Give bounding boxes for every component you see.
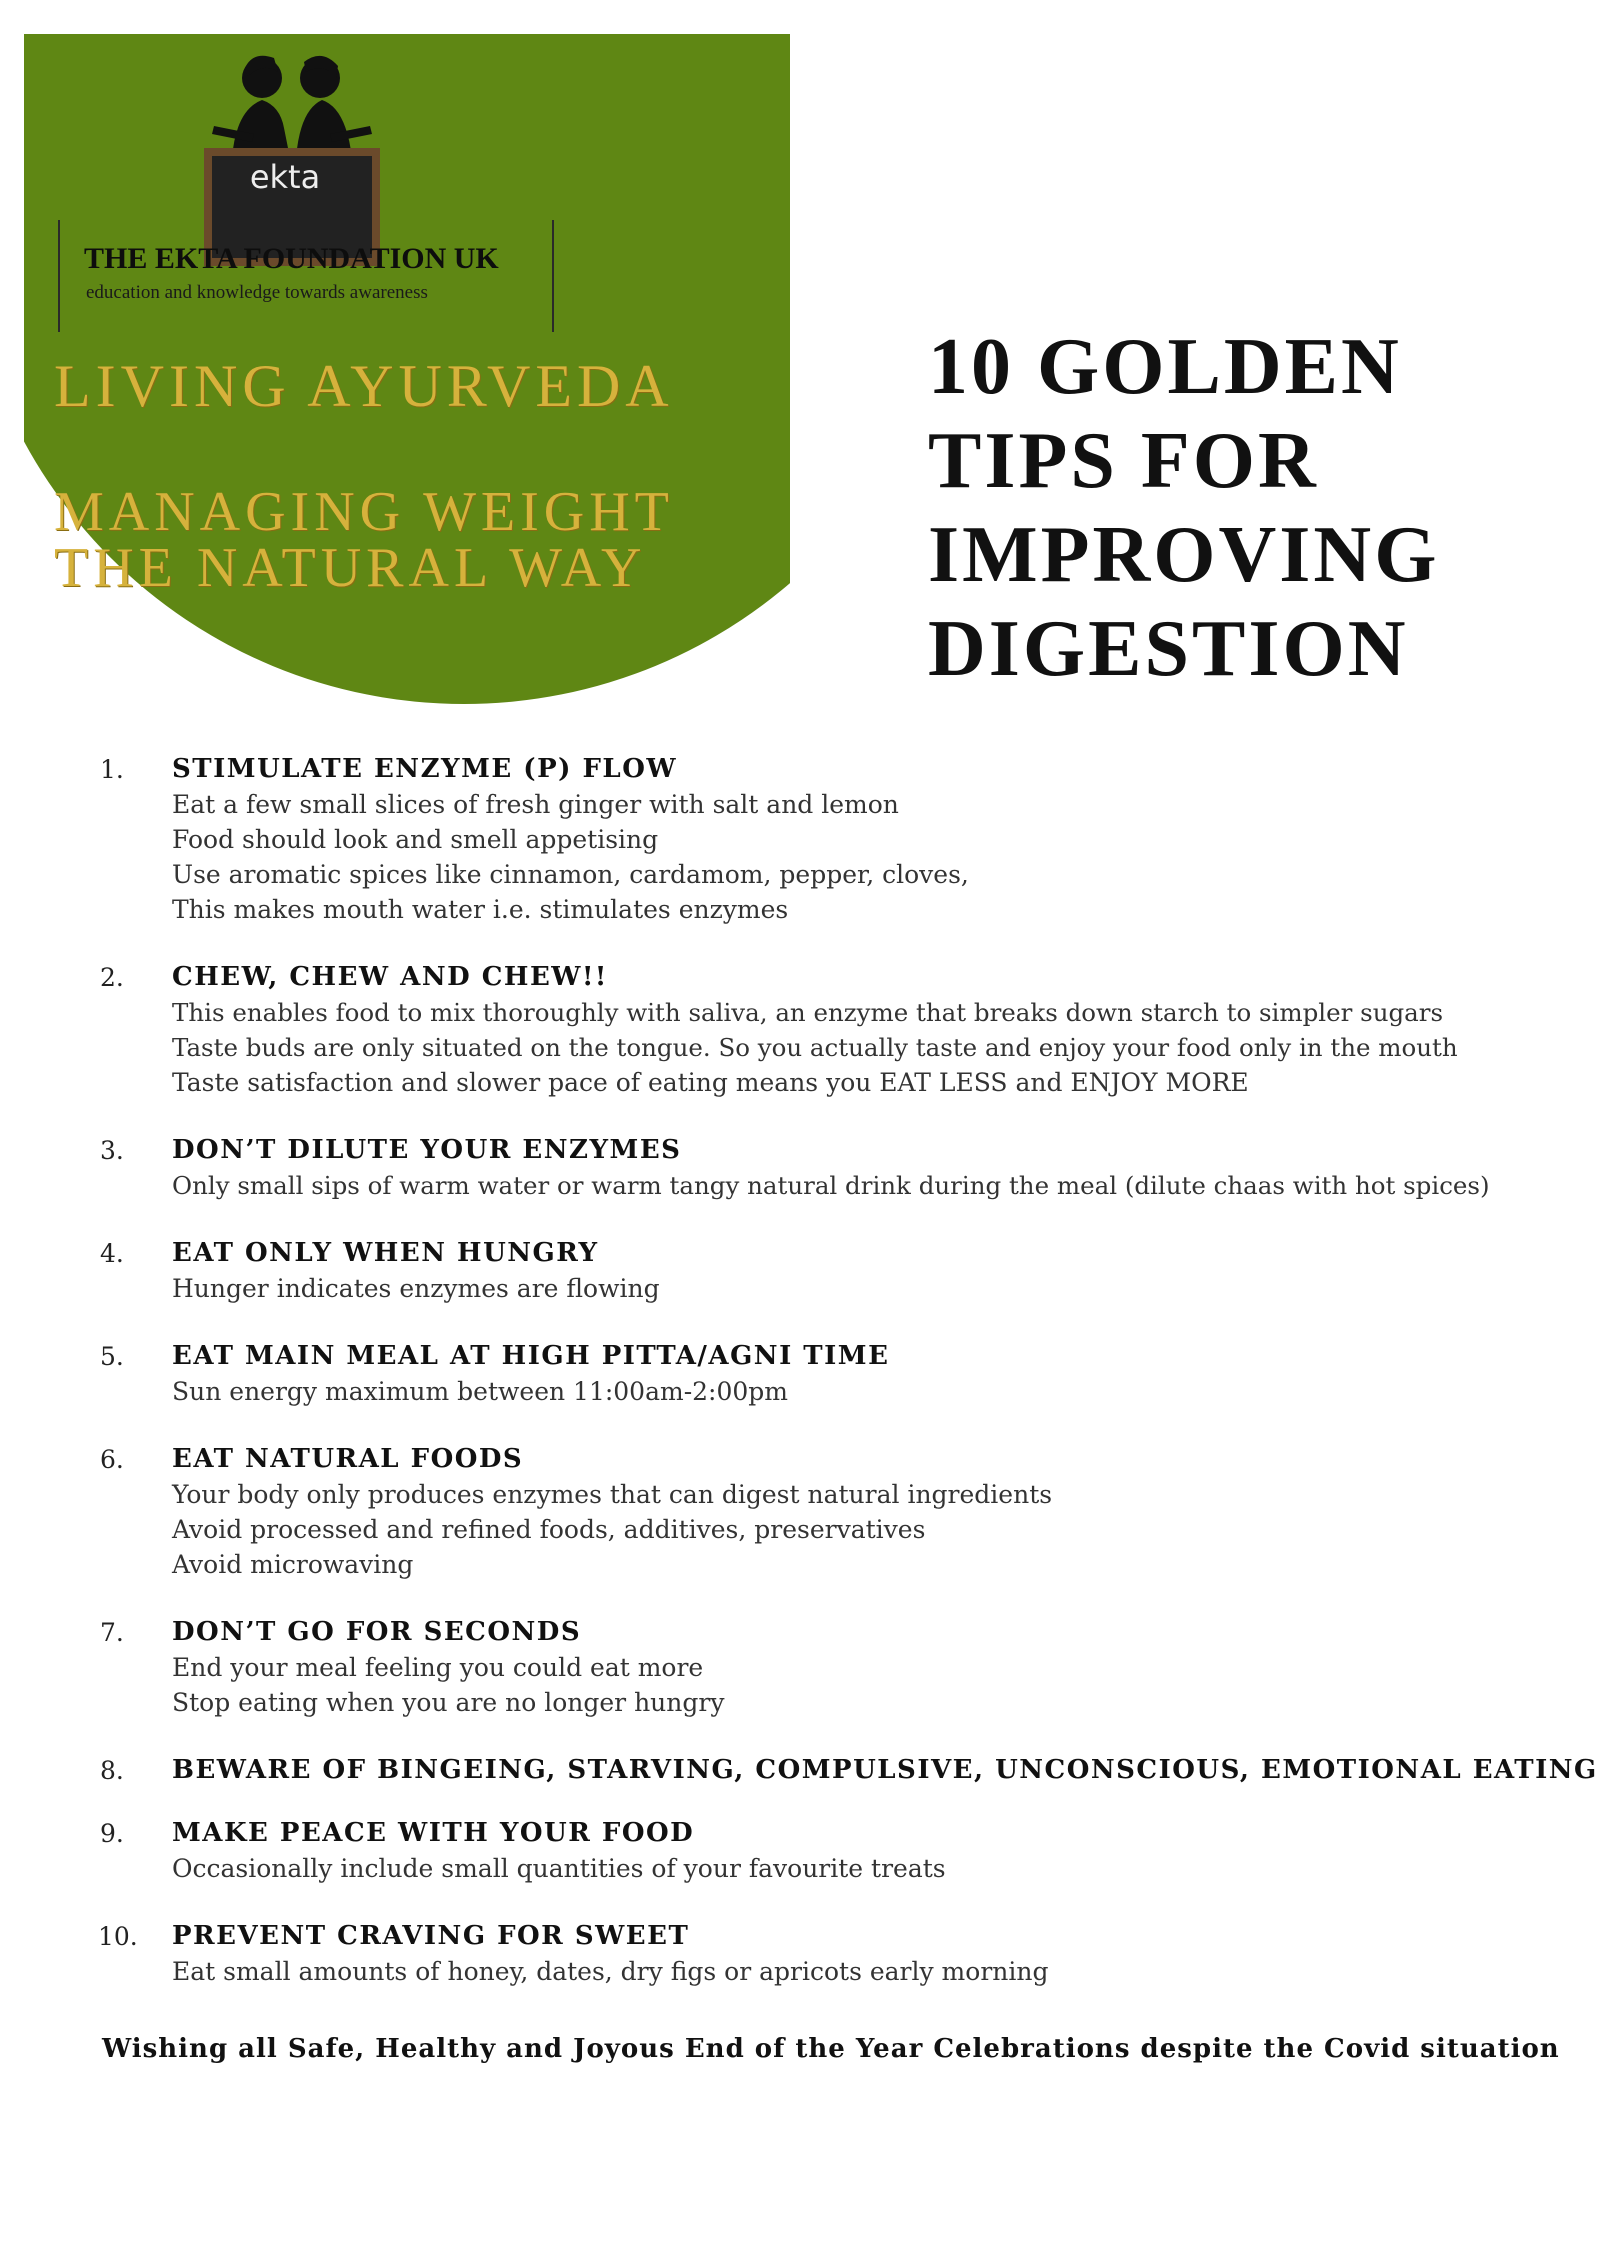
tip-line: This enables food to mix thoroughly with saliva, an enzyme that breaks down starch to simpler sugars <box>172 998 1444 1027</box>
tip-number: 3. <box>100 1136 124 1165</box>
tip-title: CHEW, CHEW AND CHEW!! <box>172 962 608 992</box>
tip-line: Eat a few small slices of fresh ginger with salt and lemon <box>172 790 899 819</box>
tip-line: Hunger indicates enzymes are flowing <box>172 1274 660 1303</box>
tip-title: DON’T GO FOR SECONDS <box>172 1617 582 1647</box>
tip-number: 6. <box>100 1445 124 1474</box>
tip-line: Avoid processed and refined foods, additives, preservatives <box>172 1515 926 1544</box>
tip-title: STIMULATE ENZYME (P) FLOW <box>172 754 678 784</box>
tip-number: 5. <box>100 1342 124 1371</box>
headline-line-3: IMPROVING <box>928 511 1440 599</box>
tip-line: Use aromatic spices like cinnamon, cardamom, pepper, cloves, <box>172 860 969 889</box>
tip-title: EAT NATURAL FOODS <box>172 1444 524 1474</box>
tip-title: DON’T DILUTE YOUR ENZYMES <box>172 1135 682 1165</box>
series-title: LIVING AYURVEDA <box>54 353 674 419</box>
org-name: THE EKTA FOUNDATION UK <box>84 242 499 275</box>
tip-number: 1. <box>100 755 124 784</box>
tip-line: Food should look and smell appetising <box>172 825 659 854</box>
headline-line-4: DIGESTION <box>928 605 1409 693</box>
tip-number: 7. <box>100 1618 124 1647</box>
tip-line: Your body only produces enzymes that can digest natural ingredients <box>172 1480 1053 1509</box>
ekta-logo <box>24 34 584 364</box>
headline-line-2: TIPS FOR <box>928 417 1319 505</box>
tip-line: End your meal feeling you could eat more <box>172 1653 704 1682</box>
org-tagline: education and knowledge towards awareness <box>86 282 428 303</box>
tip-title: MAKE PEACE WITH YOUR FOOD <box>172 1818 695 1848</box>
headline-line-1: 10 GOLDEN <box>928 323 1402 411</box>
tip-number: 4. <box>100 1239 124 1268</box>
tip-item <box>100 1339 1570 1409</box>
tip-line: Eat small amounts of honey, dates, dry figs or apricots early morning <box>172 1957 1049 1986</box>
closing-message: Wishing all Safe, Healthy and Joyous End of the Year Celebrations despite the Covid situation <box>102 2034 1560 2064</box>
tip-item <box>100 1133 1570 1203</box>
tip-number: 9. <box>100 1819 124 1848</box>
tip-item <box>100 1816 1570 1886</box>
tip-number: 10. <box>98 1922 138 1951</box>
tip-title: PREVENT CRAVING FOR SWEET <box>172 1921 690 1951</box>
tip-line: Taste buds are only situated on the tongue. So you actually taste and enjoy your food only in the mouth <box>172 1033 1458 1062</box>
page-headline <box>928 320 1568 696</box>
tip-number: 2. <box>100 963 124 992</box>
tip-title: EAT ONLY WHEN HUNGRY <box>172 1238 599 1268</box>
tip-item <box>100 960 1570 1100</box>
subtitle-line-2: THE NATURAL WAY <box>54 537 647 599</box>
header-green-circle <box>24 34 790 714</box>
tip-title: BEWARE OF BINGEING, STARVING, COMPULSIVE, UNCONSCIOUS, EMOTIONAL EATING <box>172 1755 1598 1785</box>
logo-divider-right <box>552 220 554 332</box>
logo-board-text: ekta <box>249 158 321 196</box>
tip-line: Only small sips of warm water or warm tangy natural drink during the meal (dilute chaas with hot spices) <box>172 1171 1490 1200</box>
tip-line: This makes mouth water i.e. stimulates enzymes <box>172 895 789 924</box>
tip-line: Avoid microwaving <box>172 1550 414 1579</box>
tip-line: Stop eating when you are no longer hungry <box>172 1688 725 1717</box>
tip-item <box>100 1442 1570 1582</box>
tip-item <box>100 1753 1598 1788</box>
tip-item <box>100 1919 1570 1989</box>
tips-list <box>98 752 1598 2022</box>
logo-divider-left <box>58 220 60 332</box>
tip-line: Sun energy maximum between 11:00am-2:00pm <box>172 1377 788 1406</box>
tip-line: Occasionally include small quantities of your favourite treats <box>172 1854 946 1883</box>
tip-item <box>100 752 1570 927</box>
tip-number: 8. <box>100 1756 124 1785</box>
tip-line: Taste satisfaction and slower pace of eating means you EAT LESS and ENJOY MORE <box>172 1068 1249 1097</box>
tip-title: EAT MAIN MEAL AT HIGH PITTA/AGNI TIME <box>172 1341 890 1371</box>
subtitle-line-1: MANAGING WEIGHT <box>54 481 674 543</box>
tip-item <box>100 1615 1570 1720</box>
tip-item <box>100 1236 1570 1306</box>
